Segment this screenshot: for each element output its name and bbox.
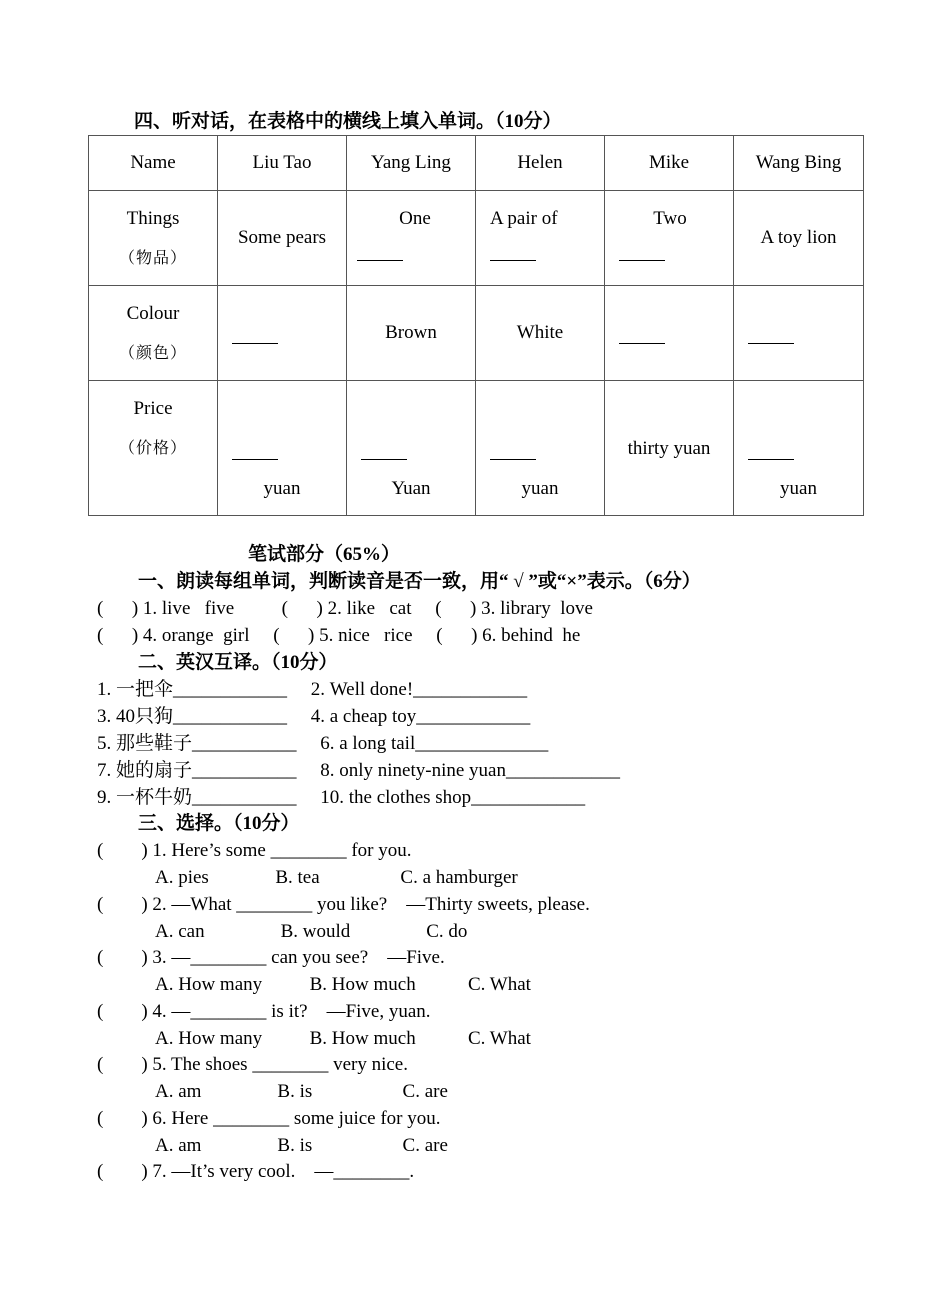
question-6: ( ) 6. Here ________ some juice for you. bbox=[97, 1108, 441, 1129]
part1-row1: ( ) 1. live five ( ) 2. like cat ( ) 3. library love bbox=[97, 598, 593, 619]
table-cell bbox=[347, 136, 476, 191]
table-cell bbox=[89, 381, 218, 516]
translate-line-3: 5. 那些鞋子___________ 6. a long tail______________ bbox=[97, 733, 549, 754]
translate-line-1: 1. 一把伞____________ 2. Well done!____________ bbox=[97, 679, 528, 700]
price-mike: thirty yuan bbox=[627, 438, 711, 459]
question-4-options: A. How many B. How much C. What bbox=[155, 1028, 531, 1049]
answer-blank bbox=[619, 242, 665, 261]
table-cell bbox=[347, 286, 476, 381]
part1-title: 一、朗读每组单词，判断读音是否一致，用“ √ ”或“×”表示。（6分） bbox=[138, 571, 701, 592]
header-mike: Mike bbox=[648, 152, 690, 173]
price-wang-bing: yuan bbox=[780, 478, 817, 499]
translate-line-4: 7. 她的扇子___________ 8. only ninety-nine yuan____________ bbox=[97, 760, 620, 781]
header-helen: Helen bbox=[517, 152, 563, 173]
part1-row2: ( ) 4. orange girl ( ) 5. nice rice ( ) 6. behind he bbox=[97, 625, 581, 646]
question-3-options: A. How many B. How much C. What bbox=[155, 974, 531, 995]
table-cell bbox=[734, 381, 864, 516]
table-cell bbox=[734, 286, 864, 381]
table-row bbox=[89, 191, 864, 286]
table-cell bbox=[605, 381, 734, 516]
price-label-cn: （价格） bbox=[118, 438, 187, 457]
answer-blank bbox=[232, 325, 278, 344]
table-cell bbox=[476, 191, 605, 286]
things-mike: Two bbox=[653, 208, 687, 229]
table-cell bbox=[605, 286, 734, 381]
question-3: ( ) 3. —________ can you see? —Five. bbox=[97, 947, 445, 968]
question-4: ( ) 4. —________ is it? —Five, yuan. bbox=[97, 1001, 431, 1022]
colour-label: Colour bbox=[126, 303, 180, 324]
translate-line-5: 9. 一杯牛奶___________ 10. the clothes shop____________ bbox=[97, 787, 586, 808]
table-cell bbox=[476, 381, 605, 516]
part2-title: 二、英汉互译。（10分） bbox=[138, 652, 338, 673]
things-label-cn: （物品） bbox=[118, 248, 187, 267]
colour-helen: White bbox=[516, 322, 564, 343]
table-cell bbox=[605, 136, 734, 191]
question-7: ( ) 7. —It’s very cool. —________. bbox=[97, 1161, 415, 1182]
question-2: ( ) 2. —What ________ you like? —Thirty sweets, please. bbox=[97, 894, 590, 915]
table-row bbox=[89, 381, 864, 516]
price-yang-ling: Yuan bbox=[391, 478, 431, 499]
table-cell bbox=[218, 286, 347, 381]
question-5-options: A. am B. is C. are bbox=[155, 1081, 448, 1102]
header-liu-tao: Liu Tao bbox=[252, 152, 312, 173]
question-1: ( ) 1. Here’s some ________ for you. bbox=[97, 840, 412, 861]
table-row bbox=[89, 136, 864, 191]
colour-label-cn: （颜色） bbox=[118, 343, 187, 362]
table-cell bbox=[605, 191, 734, 286]
written-title: 笔试部分（65%） bbox=[248, 544, 401, 565]
table-cell bbox=[734, 191, 864, 286]
answer-blank bbox=[490, 242, 536, 261]
table-cell bbox=[218, 381, 347, 516]
things-yang-ling: One bbox=[399, 208, 431, 229]
table-cell bbox=[476, 136, 605, 191]
things-label: Things bbox=[126, 208, 180, 229]
answer-blank bbox=[490, 441, 536, 460]
table-cell bbox=[89, 191, 218, 286]
answer-blank bbox=[748, 325, 794, 344]
table-cell bbox=[734, 136, 864, 191]
question-6-options: A. am B. is C. are bbox=[155, 1135, 448, 1156]
table-cell bbox=[347, 191, 476, 286]
translate-line-2: 3. 40只狗____________ 4. a cheap toy____________ bbox=[97, 706, 531, 727]
header-wang-bing: Wang Bing bbox=[755, 152, 842, 173]
colour-yang-ling: Brown bbox=[385, 322, 437, 343]
header-yang-ling: Yang Ling bbox=[371, 152, 451, 173]
table-cell bbox=[476, 286, 605, 381]
answer-blank bbox=[748, 441, 794, 460]
listening-table bbox=[88, 135, 864, 516]
price-liu-tao: yuan bbox=[263, 478, 301, 499]
table-cell bbox=[218, 136, 347, 191]
question-1-options: A. pies B. tea C. a hamburger bbox=[155, 867, 518, 888]
table-cell bbox=[218, 191, 347, 286]
question-2-options: A. can B. would C. do bbox=[155, 921, 468, 942]
header-name: Name bbox=[130, 152, 176, 173]
things-helen: A pair of bbox=[490, 208, 558, 229]
things-wang-bing: A toy lion bbox=[760, 227, 837, 248]
section4-title: 四、听对话，在表格中的横线上填入单词。（10分） bbox=[134, 111, 562, 132]
table-cell bbox=[89, 286, 218, 381]
answer-blank bbox=[619, 325, 665, 344]
things-liu-tao: Some pears bbox=[237, 227, 327, 248]
answer-blank bbox=[357, 242, 403, 261]
table-row bbox=[89, 286, 864, 381]
question-5: ( ) 5. The shoes ________ very nice. bbox=[97, 1054, 408, 1075]
table-cell bbox=[347, 381, 476, 516]
price-label: Price bbox=[133, 398, 173, 419]
answer-blank bbox=[361, 441, 407, 460]
answer-blank bbox=[232, 441, 278, 460]
price-helen: yuan bbox=[521, 478, 559, 499]
part3-title: 三、选择。（10分） bbox=[138, 813, 300, 834]
table-cell bbox=[89, 136, 218, 191]
